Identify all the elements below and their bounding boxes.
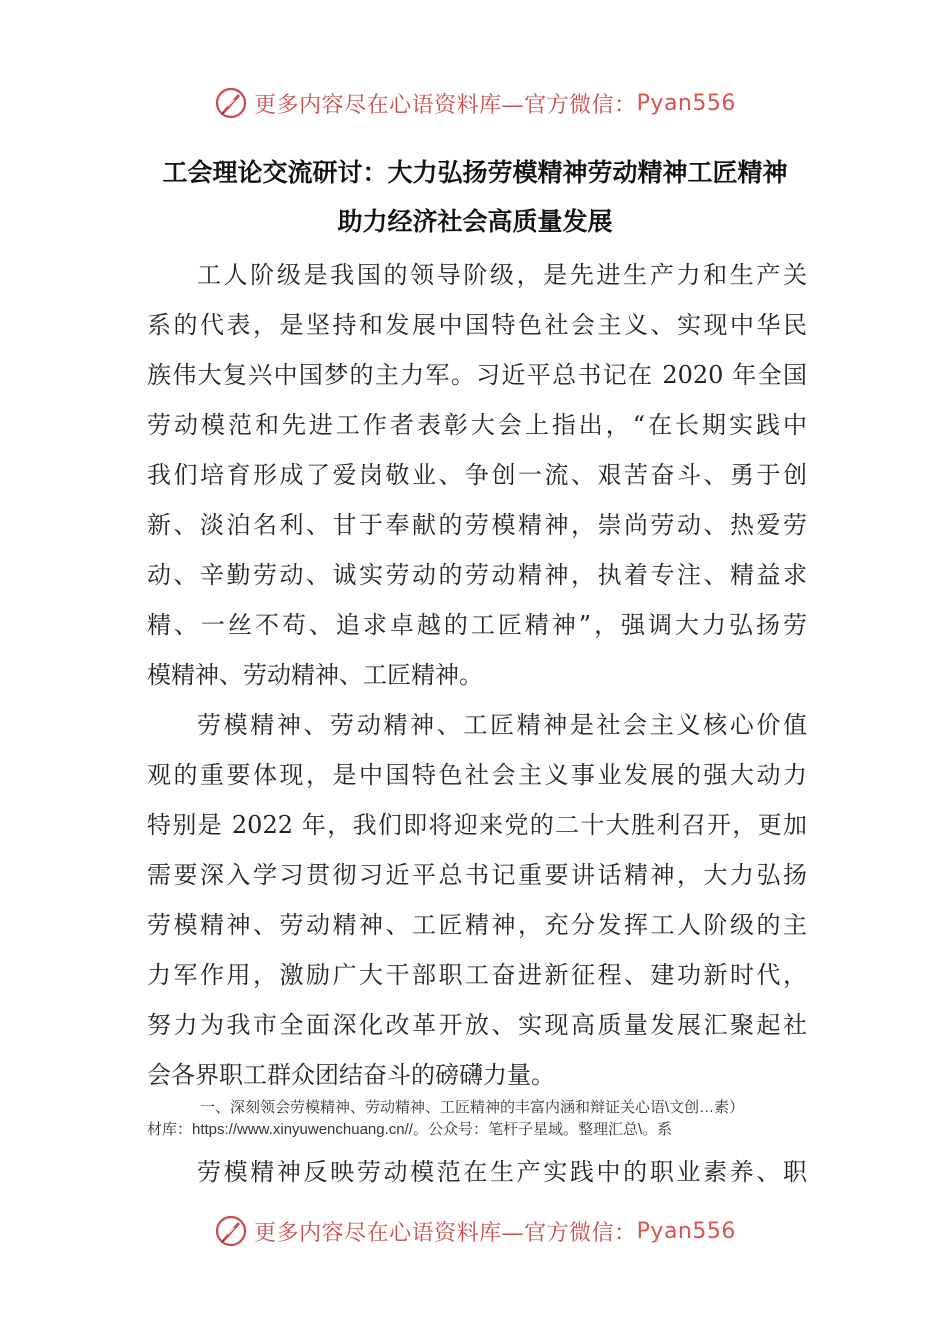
paragraph-1-line: 族伟大复兴中国梦的主力军。习近平总书记在 2020 年全国 [147, 361, 807, 389]
paragraph-2-line: 需要深入学习贯彻习近平总书记重要讲话精神，大力弘扬 [147, 861, 807, 889]
paragraph-2-line: 会各界职工群众团结奋斗的磅礴力量。 [147, 1061, 555, 1089]
paragraph-2-line: 劳模精神、劳动精神、工匠精神，充分发挥工人阶级的主 [147, 911, 807, 939]
header-banner [0, 83, 950, 123]
wechat-id: Pyan556 [636, 90, 736, 116]
paragraph-1-line: 新、淡泊名利、甘于奉献的劳模精神，崇尚劳动、热爱劳 [147, 511, 807, 539]
paragraph-1-line: 精、一丝不苟、追求卓越的工匠精神”，强调大力弘扬劳 [147, 611, 807, 639]
quill-logo-icon [214, 86, 248, 120]
paragraph-2-line: 特别是 2022 年，我们即将迎来党的二十大胜利召开，更加 [147, 811, 807, 839]
banner-text: 更多内容尽在心语资料库—官方微信： [254, 1220, 637, 1246]
page-title-line-2: 助力经济社会高质量发展 [337, 207, 613, 236]
paragraph-1-line: 劳动模范和先进工作者表彰大会上指出，“在长期实践中 [147, 411, 807, 439]
paragraph-2-line: 观的重要体现，是中国特色社会主义事业发展的强大动力 [147, 761, 807, 789]
page-title-line-1: 工会理论交流研讨：大力弘扬劳模精神劳动精神工匠精神 [162, 158, 788, 187]
wechat-id: Pyan556 [636, 1218, 736, 1244]
footer-banner [0, 1211, 950, 1251]
paragraph-1-line: 模精神、劳动精神、工匠精神。 [147, 661, 483, 689]
quill-logo-icon [214, 1214, 248, 1248]
banner-text: 更多内容尽在心语资料库—官方微信： [254, 92, 637, 118]
source-line: 材库：https://www.xinyuwenchuang.cn//。公众号：笔杆子星域。整理汇总\。系 [147, 1121, 673, 1138]
paragraph-1-line: 动、辛勤劳动、诚实劳动的劳动精神，执着专注、精益求 [147, 561, 807, 589]
paragraph-3-line: 劳模精神反映劳动模范在生产实践中的职业素养、职 [197, 1158, 807, 1186]
paragraph-1-line: 工人阶级是我国的领导阶级，是先进生产力和生产关 [197, 261, 807, 289]
paragraph-2-line: 力军作用，激励广大干部职工奋进新征程、建功新时代， [147, 961, 807, 989]
paragraph-1-line: 系的代表，是坚持和发展中国特色社会主义、实现中华民 [147, 311, 807, 339]
paragraph-1-line: 我们培育形成了爱岗敬业、争创一流、艰苦奋斗、勇于创 [147, 461, 807, 489]
paragraph-2-line: 劳模精神、劳动精神、工匠精神是社会主义核心价值 [197, 711, 807, 739]
paragraph-2-line: 努力为我市全面深化改革开放、实现高质量发展汇聚起社 [147, 1011, 807, 1039]
section-heading: 一、深刻领会劳模精神、劳动精神、工匠精神的丰富内涵和辩证关心语\文创…素） [200, 1099, 745, 1116]
